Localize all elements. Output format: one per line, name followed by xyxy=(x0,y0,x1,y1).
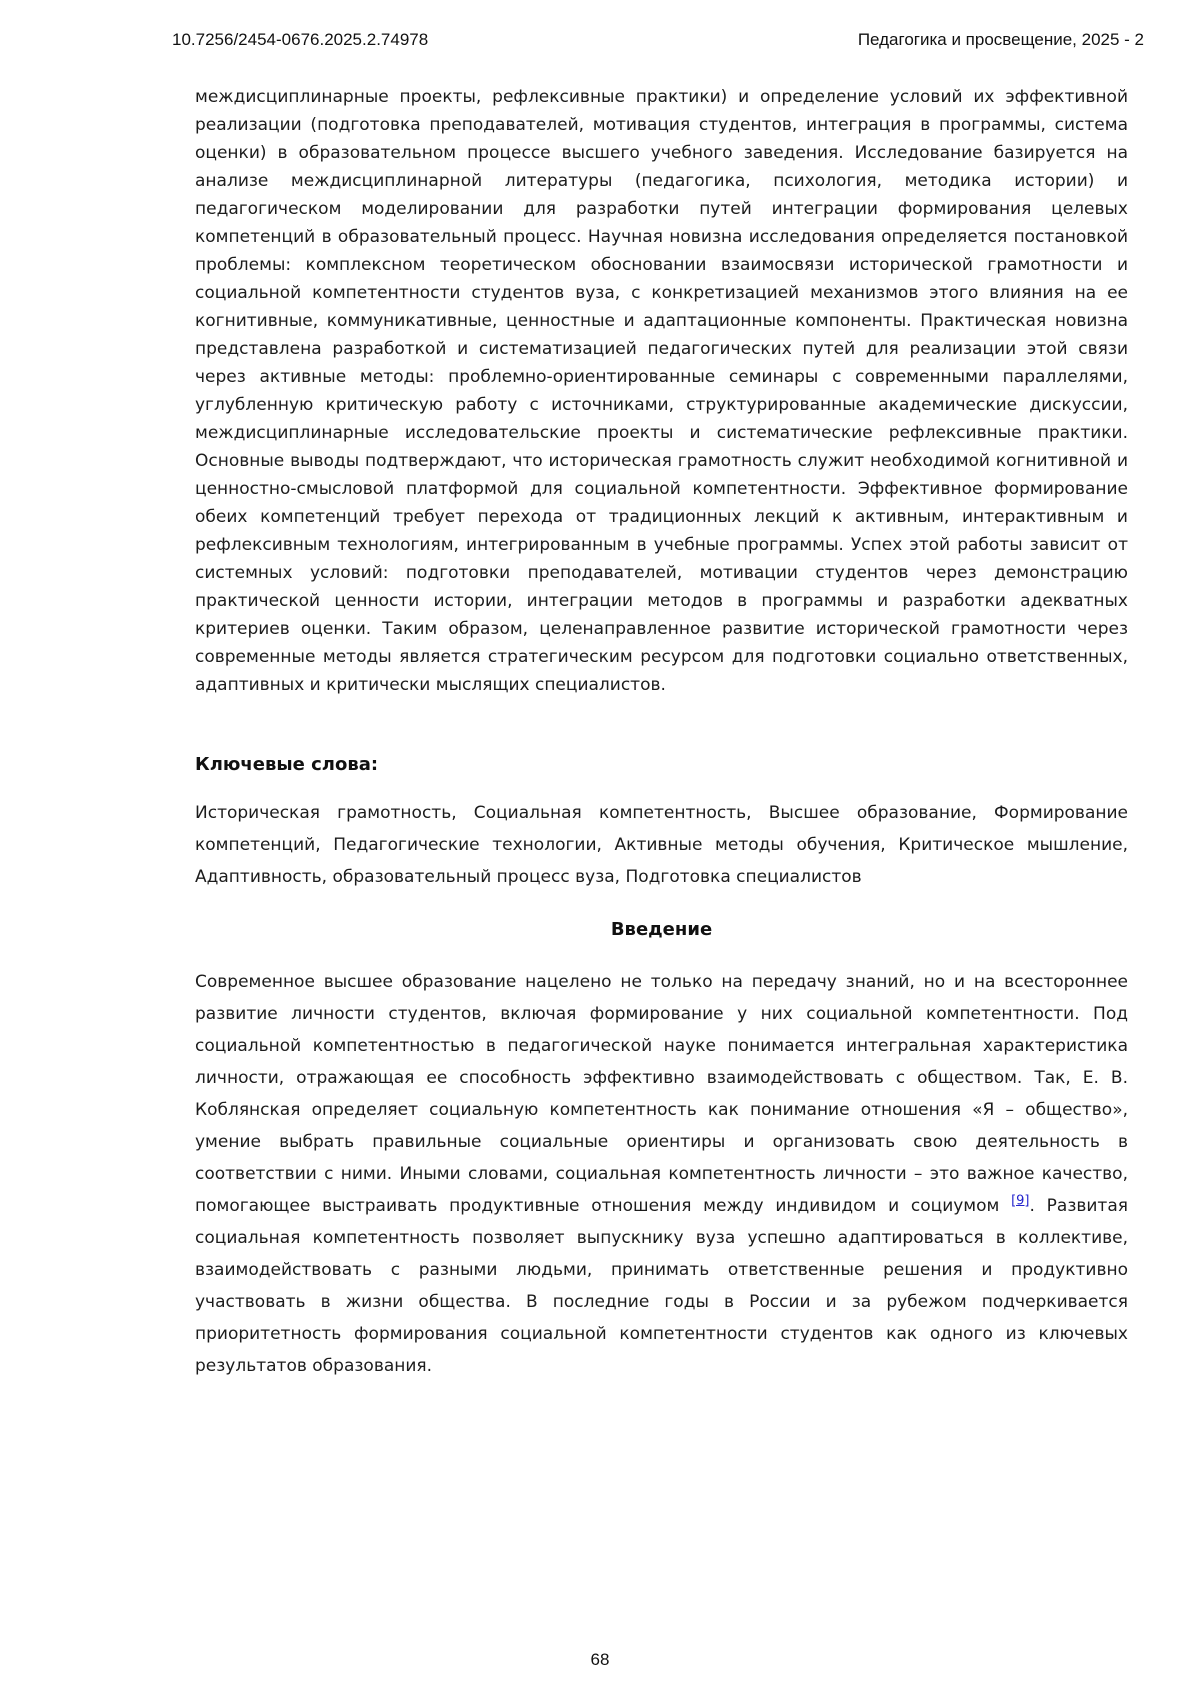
keywords-text: Историческая грамотность, Социальная компетентность, Высшее образование, Формирование компетенций, Педагогические технологии, Активные методы обучения, Критическое мышление, Адаптивность, образовательный процесс вуза, Подготовка специалистов xyxy=(195,803,1128,887)
introduction-paragraph xyxy=(195,966,1128,1382)
keywords-heading: Ключевые слова: xyxy=(195,754,379,775)
intro-text-before-ref: Современное высшее образование нацелено не только на передачу знаний, но и на всестороннее развитие личности студентов, включая формирование у них социальной компетентности. Под социальной компетентностью в педагогической науке понимается интегральная характеристика личности, отражающая ее способность эффективно взаимодействовать с обществом. Так, Е. В. Коблянская определяет социальную компетентность как понимание отношения «Я – общество», умение выбрать правильные социальные ориентиры и организовать свою деятельность в соответствии с ними. Иными словами, социальная компетентность личности – это важное качество, помогающее выстраивать продуктивные отношения между индивидом и социумом xyxy=(195,972,1128,1216)
journal-title: Педагогика и просвещение, 2025 - 2 xyxy=(857,30,1144,49)
introduction-heading: Введение xyxy=(610,919,713,940)
article-content xyxy=(195,83,1128,1382)
page-header xyxy=(172,30,1144,50)
doi: 10.7256/2454-0676.2025.2.74978 xyxy=(172,30,429,49)
intro-text-after-ref: . Развитая социальная компетентность позволяет выпускнику вуза успешно адаптироваться в коллективе, взаимодействовать с разными людьми, принимать ответственные решения и продуктивно участвовать в жизни общества. В последние годы в России и за рубежом подчеркивается приоритетность формирования социальной компетентности студентов как одного из ключевых результатов образования. xyxy=(195,1196,1128,1376)
abstract-paragraph: междисциплинарные проекты, рефлексивные практики) и определение условий их эффективной реализации (подготовка преподавателей, мотивация студентов, интеграция в программы, система оценки) в образовательном процессе высшего учебного заведения. Исследование базируется на анализе междисциплинарной литературы (педагогика, психология, методика истории) и педагогическом моделировании для разработки путей интеграции формирования целевых компетенций в образовательный процесс. Научная новизна исследования определяется постановкой проблемы: комплексном теоретическом обосновании взаимосвязи исторической грамотности и социальной компетентности студентов вуза, с конкретизацией механизмов этого влияния на ее когнитивные, коммуникативные, ценностные и адаптационные компоненты. Практическая новизна представлена разработкой и систематизацией педагогических путей для реализации этой связи через активные методы: проблемно-ориентированные семинары с современными параллелями, углубленную критическую работу с источниками, структурированные академические дискуссии, междисциплинарные исследовательские проекты и систематические рефлексивные практики. Основные выводы подтверждают, что историческая грамотность служит необходимой когнитивной и ценностно-смысловой платформой для социальной компетентности. Эффективное формирование обеих компетенций требует перехода от традиционных лекций к активным, интерактивным и рефлексивным технологиям, интегрированным в учебные программы. Успех этой работы зависит от системных условий: подготовки преподавателей, мотивации студентов через демонстрацию практической ценности истории, интеграции методов в программы и разработки адекватных критериев оценки. Таким образом, целенаправленное развитие исторической грамотности через современные методы является стратегическим ресурсом для подготовки социально ответственных, адаптивных и критически мыслящих специалистов. xyxy=(195,87,1128,695)
page-number: 68 xyxy=(590,1650,610,1669)
reference-link-9[interactable]: [9] xyxy=(1011,1193,1030,1209)
page-footer xyxy=(0,1650,1200,1670)
